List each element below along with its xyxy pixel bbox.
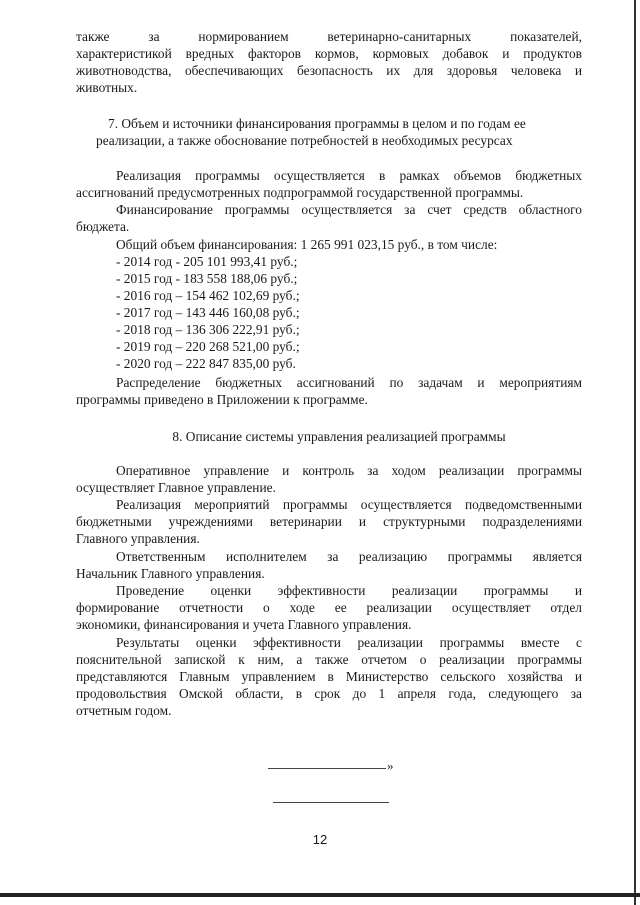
list-item: - 2017 год – 143 446 160,08 руб.; xyxy=(116,305,300,320)
text-line: ассигнований предусмотренных подпрограммой государственной программы. xyxy=(76,185,524,200)
heading-line: 8. Описание системы управления реализацией программы xyxy=(172,429,506,444)
text-line: Распределение бюджетных ассигнований по задачам и мероприятиям xyxy=(116,375,582,390)
list-item: - 2018 год – 136 306 222,91 руб.; xyxy=(116,322,300,337)
text-line: экономики, финансирования и учета Главного управления. xyxy=(76,617,412,632)
text-line: отчетным годом. xyxy=(76,703,172,718)
text-line: Реализация программы осуществляется в рамках объемов бюджетных xyxy=(116,168,582,183)
text-line: Оперативное управление и контроль за ходом реализации программы xyxy=(116,463,582,478)
section-8-heading xyxy=(76,428,582,445)
section-7-heading xyxy=(76,115,582,149)
financing-by-year-list xyxy=(116,253,300,372)
section-7-paragraph-1 xyxy=(76,167,582,201)
text-line: Результаты оценки эффективности реализации программы вместе с xyxy=(116,635,582,650)
text-line: также за нормированием ветеринарно-санитарных показателей, xyxy=(76,29,582,44)
text-line: бюджетными учреждениями ветеринарии и структурными подразделениями xyxy=(76,514,582,529)
list-item: - 2015 год - 183 558 188,06 руб.; xyxy=(116,271,298,286)
scan-bottom-bar xyxy=(0,893,640,897)
section-7-paragraph-4 xyxy=(76,374,582,408)
intro-paragraph xyxy=(76,28,582,96)
text-line: Реализация мероприятий программы осуществляется подведомственными xyxy=(116,497,582,512)
scan-edge xyxy=(634,0,636,905)
heading-line: реализации, а также обоснование потребностей в необходимых ресурсах xyxy=(96,133,513,148)
text-line: Общий объем финансирования: 1 265 991 023,15 руб., в том числе: xyxy=(116,237,498,252)
section-8-paragraph-4 xyxy=(76,582,582,633)
text-line: представляются Главным управлением в Министерство сельского хозяйства и xyxy=(76,669,582,684)
text-line: Финансирование программы осуществляется за счет средств областного xyxy=(116,202,582,217)
closing-line xyxy=(268,768,386,769)
section-8-paragraph-3 xyxy=(76,548,582,582)
text-line: Проведение оценки эффективности реализации программы и xyxy=(116,583,582,598)
text-line: формирование отчетности о ходе ее реализации осуществляет отдел xyxy=(76,600,582,615)
text-line: Ответственным исполнителем за реализацию программы является xyxy=(116,549,582,564)
section-8-paragraph-1 xyxy=(76,462,582,496)
text-line: Начальник Главного управления. xyxy=(76,566,265,581)
list-item: - 2019 год – 220 268 521,00 руб.; xyxy=(116,339,300,354)
page-number: 12 xyxy=(312,832,328,847)
text-line: продовольствия Омской области, в срок до 1 апреля года, следующего за xyxy=(76,686,582,701)
text-line: пояснительной запиской к ним, а также отчетом о реализации программы xyxy=(76,652,582,667)
financing-total xyxy=(76,236,582,253)
list-item: - 2020 год – 222 847 835,00 руб. xyxy=(116,356,296,371)
closing-quote: » xyxy=(387,758,394,773)
list-item: - 2014 год - 205 101 993,41 руб.; xyxy=(116,254,298,269)
section-7-paragraph-2 xyxy=(76,201,582,235)
text-line: бюджета. xyxy=(76,219,130,234)
heading-line: 7. Объем и источники финансирования программы в целом и по годам ее xyxy=(108,116,526,131)
text-line: Главного управления. xyxy=(76,531,200,546)
text-line: животных. xyxy=(76,80,138,95)
section-8-paragraph-5 xyxy=(76,634,582,719)
text-line: осуществляет Главное управление. xyxy=(76,480,276,495)
text-line: животноводства, обеспечивающих безопасность их для здоровья человека и xyxy=(76,63,582,78)
separator-line xyxy=(273,802,389,803)
section-8-paragraph-2 xyxy=(76,496,582,547)
text-line: характеристикой вредных факторов кормов, кормовых добавок и продуктов xyxy=(76,46,582,61)
text-line: программы приведено в Приложении к программе. xyxy=(76,392,368,407)
list-item: - 2016 год – 154 462 102,69 руб.; xyxy=(116,288,300,303)
